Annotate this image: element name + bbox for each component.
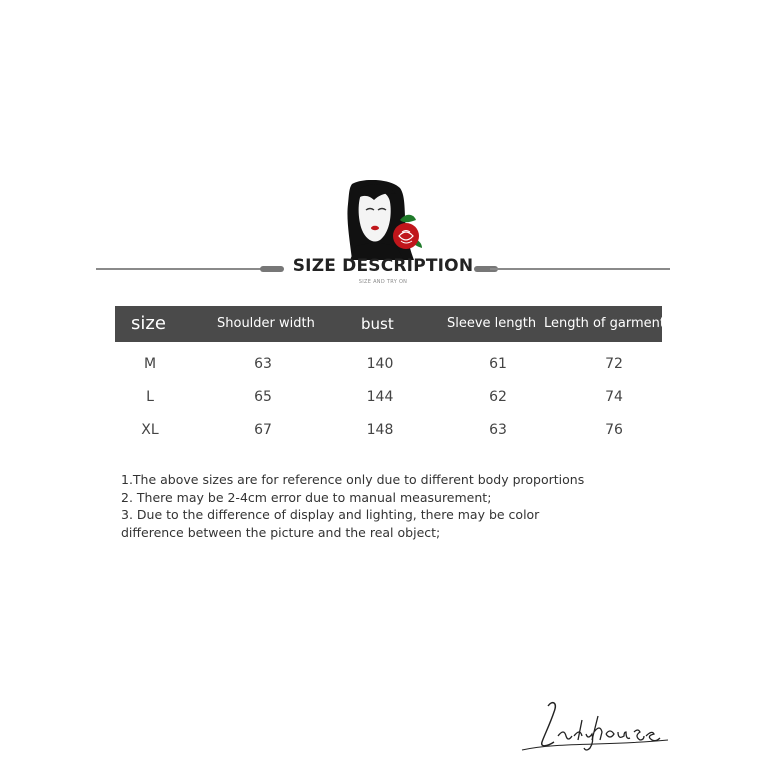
section-subtitle: SIZE AND TRY ON [358, 279, 408, 285]
table-cell: 144 [366, 389, 394, 405]
column-header-shoulder-width: Shoulder width [217, 316, 315, 331]
section-title: SIZE DESCRIPTION [292, 256, 474, 276]
table-cell: 65 [254, 389, 272, 405]
table-cell: 74 [605, 389, 623, 405]
column-header-sleeve-length: Sleeve length [447, 316, 537, 331]
table-cell: 148 [366, 422, 394, 438]
table-cell: 63 [254, 356, 272, 372]
woman-rose-logo-icon [344, 180, 428, 260]
table-cell: 63 [489, 422, 507, 438]
table-cell: 67 [254, 422, 272, 438]
note-line: 2. There may be 2-4cm error due to manual measurement; [121, 489, 492, 505]
title-rule-left [96, 268, 266, 270]
table-cell: 72 [605, 356, 623, 372]
size-notes [121, 471, 641, 541]
table-cell: 76 [605, 422, 623, 438]
table-cell: M [143, 356, 157, 372]
table-cell: XL [141, 422, 159, 438]
note-line: 1.The above sizes are for reference only due to different body proportions [121, 472, 585, 487]
table-cell: 62 [489, 389, 507, 405]
title-rule-right [490, 268, 670, 270]
title-pill-left [260, 266, 284, 272]
note-line: 3. Due to the difference of display and lighting, there may be color [121, 507, 540, 522]
column-header-size: size [131, 313, 166, 334]
table-cell: L [146, 389, 154, 405]
note-line: difference between the picture and the real object; [121, 524, 441, 540]
column-header-length-of-garment: Length of garment [544, 316, 665, 331]
table-cell: 140 [366, 356, 394, 372]
column-header-bust: bust [361, 315, 394, 333]
table-cell: 61 [489, 356, 507, 372]
brand-signature-logo [518, 696, 678, 760]
size-table-header [115, 306, 665, 342]
